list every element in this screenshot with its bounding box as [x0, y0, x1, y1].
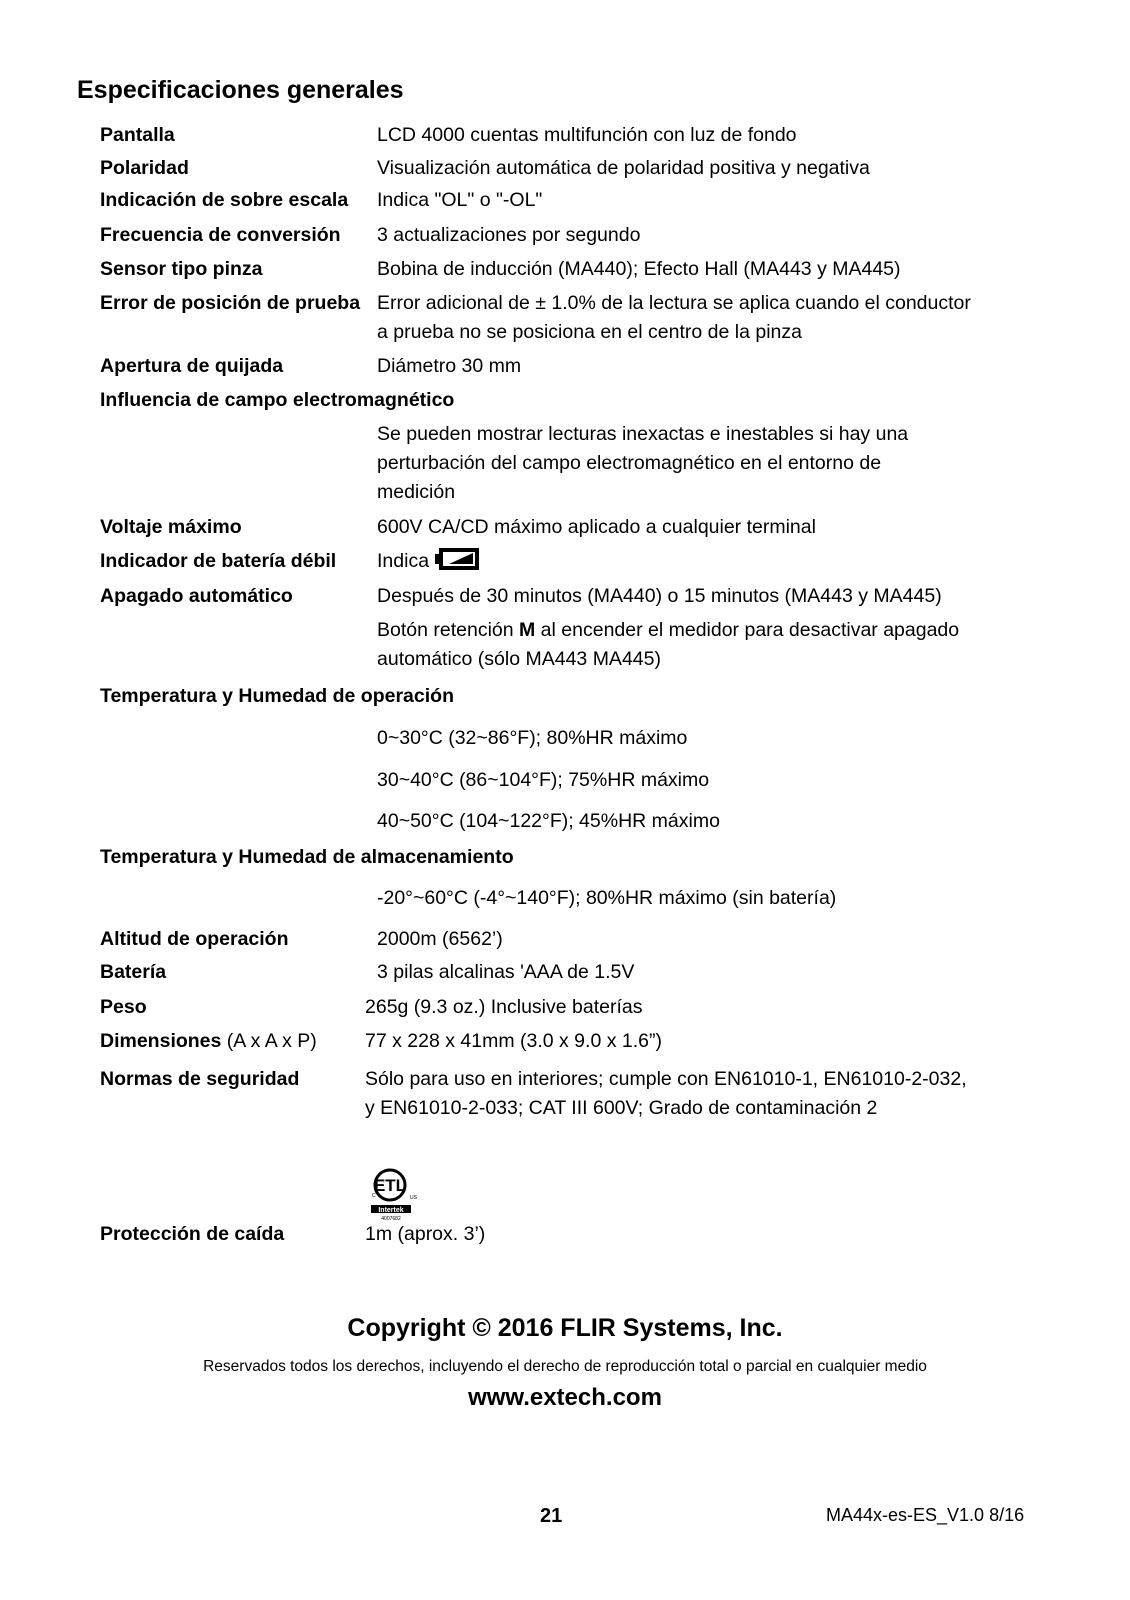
spec-label-dimensiones-text: Dimensiones: [100, 1030, 222, 1052]
etl-logo-number: 4007682: [381, 1216, 401, 1222]
spec-label-sensor: Sensor tipo pinza: [100, 258, 263, 280]
spec-value-voltaje: 600V CA/CD máximo aplicado a cualquier terminal: [377, 516, 816, 538]
spec-value-temp-almacenamiento: -20°~60°C (-4°~140°F); 80%HR máximo (sin batería): [377, 887, 837, 909]
spec-value-apertura: Diámetro 30 mm: [377, 355, 522, 377]
spec-value-caida: 1m (aprox. 3’): [365, 1223, 486, 1245]
spec-label-dimensiones-suffix: (A x A x P): [221, 1030, 317, 1052]
spec-label-altitud: Altitud de operación: [100, 928, 289, 950]
spec-value-bateria-debil: [377, 547, 481, 580]
page-number: 21: [540, 1505, 563, 1527]
spec-value-peso: 265g (9.3 oz.) Inclusive baterías: [365, 996, 643, 1018]
spec-label-sobre-escala: Indicación de sobre escala: [100, 189, 349, 211]
spec-value-altitud: 2000m (6562’): [377, 928, 503, 950]
spec-label-bateria: Batería: [100, 961, 167, 983]
spec-value-apagado-line2: [377, 616, 959, 645]
etl-logo-brand: Intertek: [378, 1207, 404, 1214]
spec-value-bateria: 3 pilas alcalinas 'AAA de 1.5V: [377, 961, 635, 983]
spec-value-sensor: Bobina de inducción (MA440); Efecto Hall (MA443 y MA445): [377, 258, 901, 280]
spec-value-temp-operacion-line3: 40~50°C (104~122°F); 45%HR máximo: [377, 810, 720, 832]
spec-value-sobre-escala: Indica "OL" o "-OL": [377, 189, 543, 211]
spec-value-apagado-line3: automático (sólo MA443 MA445): [377, 648, 661, 670]
spec-label-influencia: Influencia de campo electromagnético: [100, 389, 455, 411]
spec-value-influencia-line3: medición: [377, 481, 456, 503]
spec-value-apagado-line2-pre: Botón retención: [377, 619, 520, 641]
spec-label-pantalla: Pantalla: [100, 124, 175, 146]
svg-text:C: C: [372, 1193, 376, 1199]
spec-value-apagado-line2-post: al encender el medidor para desactivar apagado: [535, 619, 960, 641]
rights-notice: Reservados todos los derechos, incluyendo el derecho de reproducción total o parcial en cualquier medio: [203, 1358, 927, 1375]
spec-value-temp-operacion-line2: 30~40°C (86~104°F); 75%HR máximo: [377, 769, 710, 791]
spec-value-polaridad: Visualización automática de polaridad positiva y negativa: [377, 157, 870, 179]
svg-text:ETL: ETL: [373, 1176, 407, 1195]
spec-label-caida: Protección de caída: [100, 1223, 285, 1245]
spec-value-bateria-debil-text: Indica: [377, 550, 430, 572]
document-code: MA44x-es-ES_V1.0 8/16: [826, 1505, 1025, 1525]
spec-label-dimensiones: [100, 1027, 317, 1056]
spec-value-error-posicion-line2: a prueba no se posiciona en el centro de la pinza: [377, 321, 802, 343]
spec-label-peso: Peso: [100, 996, 147, 1018]
spec-value-normas-line2: y EN61010-2-033; CAT III 600V; Grado de contaminación 2: [365, 1097, 878, 1119]
spec-label-temp-almacenamiento: Temperatura y Humedad de almacenamiento: [100, 846, 514, 868]
spec-value-normas-line1: Sólo para uso en interiores; cumple con EN61010-1, EN61010-2-032,: [365, 1068, 967, 1090]
website-url: www.extech.com: [468, 1384, 662, 1411]
etl-listed-logo: [368, 1167, 424, 1228]
spec-value-apagado-line1: Después de 30 minutos (MA440) o 15 minutos (MA443 y MA445): [377, 585, 942, 607]
spec-label-error-posicion: Error de posición de prueba: [100, 292, 361, 314]
page-title: Especificaciones generales: [77, 76, 404, 104]
spec-label-frecuencia: Frecuencia de conversión: [100, 224, 341, 246]
spec-label-voltaje: Voltaje máximo: [100, 516, 242, 538]
spec-label-apertura: Apertura de quijada: [100, 355, 284, 377]
svg-text:US: US: [410, 1195, 417, 1201]
spec-value-influencia-line1: Se pueden mostrar lecturas inexactas e inestables si hay una: [377, 423, 909, 445]
spec-label-apagado: Apagado automático: [100, 585, 293, 607]
copyright-notice: Copyright © 2016 FLIR Systems, Inc.: [347, 1314, 783, 1342]
spec-value-temp-operacion-line1: 0~30°C (32~86°F); 80%HR máximo: [377, 727, 688, 749]
spec-value-error-posicion-line1: Error adicional de ± 1.0% de la lectura se aplica cuando el conductor: [377, 292, 971, 314]
spec-value-dimensiones: 77 x 228 x 41mm (3.0 x 9.0 x 1.6”): [365, 1030, 662, 1052]
spec-value-influencia-line2: perturbación del campo electromagnético en el entorno de: [377, 452, 882, 474]
spec-label-normas: Normas de seguridad: [100, 1068, 300, 1090]
spec-value-pantalla: LCD 4000 cuentas multifunción con luz de fondo: [377, 124, 797, 146]
low-battery-icon: [435, 547, 481, 580]
spec-value-frecuencia: 3 actualizaciones por segundo: [377, 224, 641, 246]
spec-label-polaridad: Polaridad: [100, 157, 189, 179]
spec-value-apagado-key: M: [519, 619, 536, 641]
spec-label-temp-operacion: Temperatura y Humedad de operación: [100, 685, 454, 707]
spec-label-bateria-debil: Indicador de batería débil: [100, 550, 337, 572]
